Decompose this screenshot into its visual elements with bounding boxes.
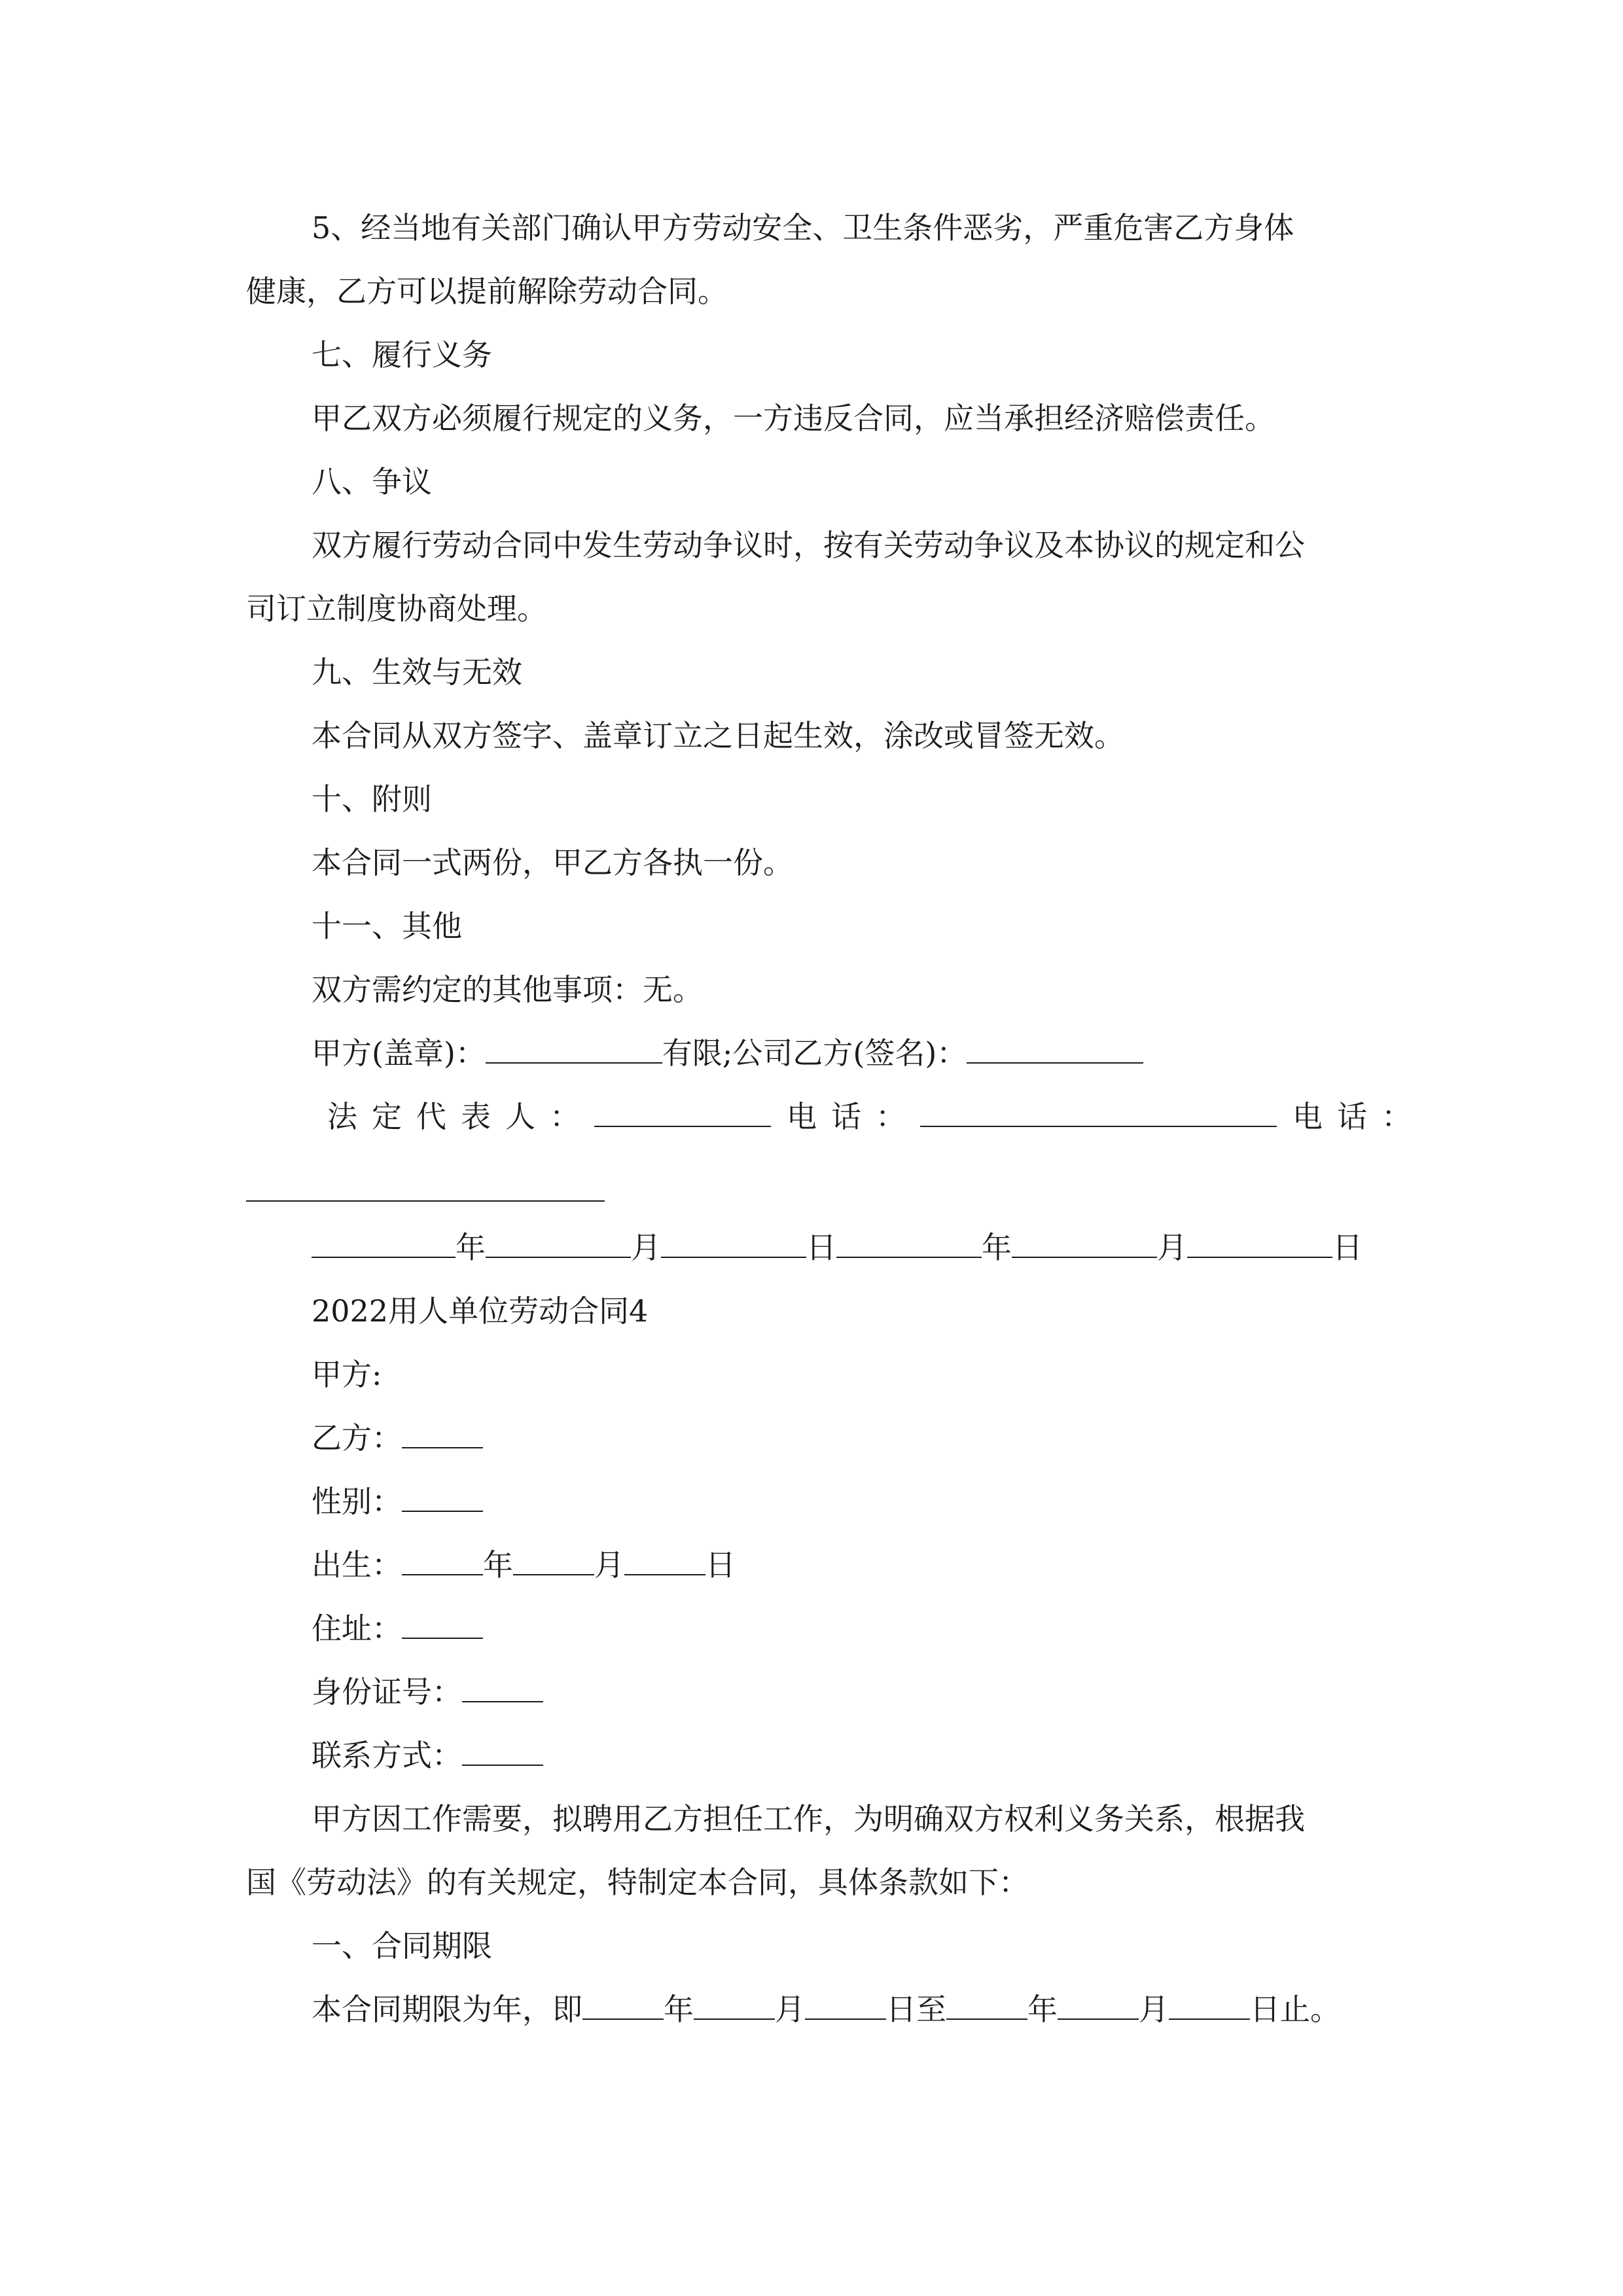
clause-11-text: 双方需约定的其他事项：无。	[312, 972, 703, 1007]
id-label: 身份证号：	[312, 1674, 462, 1710]
preamble: 甲方因工作需要，拟聘用乙方担任工作，为明确双方权利义务关系，根据我	[312, 1801, 1305, 1837]
id-blank[interactable]	[462, 1676, 543, 1702]
contact-field	[312, 1736, 543, 1775]
gender-blank[interactable]	[402, 1486, 483, 1512]
party-b-blank[interactable]	[402, 1422, 483, 1448]
party-b-blank[interactable]	[967, 1037, 1143, 1064]
address-field	[312, 1609, 483, 1648]
year-label: 年	[664, 1992, 694, 2027]
gender-label: 性别：	[312, 1484, 402, 1519]
clause-6-item-5: 5、经当地有关部门确认甲方劳动安全、卫生条件恶劣，严重危害乙方身体	[312, 210, 1294, 245]
address-blank[interactable]	[402, 1613, 483, 1639]
term-to: 日至	[886, 1992, 946, 2027]
heading-clause-9: 九、生效与无效	[312, 655, 522, 690]
signature-line	[312, 1033, 1143, 1073]
end-day-blank[interactable]	[1169, 1994, 1250, 2020]
birth-year-blank[interactable]	[402, 1549, 483, 1575]
date-line	[312, 1228, 1363, 1267]
heading-term: 一、合同期限	[312, 1928, 492, 1964]
year-label: 年	[982, 1230, 1012, 1265]
party-b-label: 乙方：	[312, 1420, 402, 1456]
contract-4-title: 2022用人单位劳动合同4	[312, 1293, 649, 1329]
term-prefix: 本合同期限为年，即	[312, 1992, 582, 2027]
heading-clause-8: 八、争议	[312, 464, 432, 499]
heading-clause-10: 十、附则	[312, 781, 432, 817]
party-a-seal-label: 甲方(盖章)：	[312, 1035, 486, 1071]
phone-label-b: 电话：	[1293, 1099, 1426, 1134]
date-b-year-blank[interactable]	[836, 1232, 982, 1258]
end-month-blank[interactable]	[1058, 1994, 1139, 2020]
month-label: 月	[594, 1547, 624, 1583]
clause-6-item-5-cont: 健康，乙方可以提前解除劳动合同。	[246, 274, 728, 309]
contact-label: 联系方式：	[312, 1738, 462, 1773]
contact-blank[interactable]	[462, 1740, 543, 1766]
clause-8-text: 双方履行劳动合同中发生劳动争议时，按有关劳动争议及本协议的规定和公	[312, 528, 1305, 563]
birth-month-blank[interactable]	[513, 1549, 594, 1575]
start-month-blank[interactable]	[694, 1994, 775, 2020]
id-field	[312, 1672, 543, 1712]
date-b-day-blank[interactable]	[1187, 1232, 1332, 1258]
legal-rep-blank[interactable]	[594, 1101, 771, 1127]
clause-9-text: 本合同从双方签字、盖章订立之日起生效，涂改或冒签无效。	[312, 718, 1124, 753]
phone-label-a: 电话：	[787, 1099, 920, 1134]
party-b-field	[312, 1418, 483, 1458]
birth-field	[312, 1545, 736, 1585]
date-a-year-blank[interactable]	[312, 1232, 455, 1258]
party-a-field: 甲方:	[312, 1357, 382, 1392]
day-label: 日	[1332, 1230, 1363, 1265]
end-year-blank[interactable]	[946, 1994, 1027, 2020]
date-a-month-blank[interactable]	[486, 1232, 631, 1258]
term-end: 日止。	[1250, 1992, 1340, 2027]
phone-blank-a[interactable]	[920, 1101, 1277, 1127]
heading-clause-7: 七、履行义务	[312, 337, 492, 372]
address-label: 住址：	[312, 1611, 402, 1646]
day-label: 日	[705, 1547, 736, 1583]
year-label: 年	[1027, 1992, 1058, 2027]
month-label: 月	[1157, 1230, 1187, 1265]
preamble-cont: 国《劳动法》的有关规定，特制定本合同，具体条款如下：	[246, 1865, 1029, 1900]
legal-rep-line	[327, 1097, 1426, 1136]
legal-rep-label: 法定代表人：	[327, 1099, 594, 1134]
date-b-month-blank[interactable]	[1012, 1232, 1157, 1258]
gender-field	[312, 1482, 483, 1521]
heading-clause-11: 十一、其他	[312, 908, 462, 944]
term-line	[312, 1990, 1340, 2029]
start-day-blank[interactable]	[805, 1994, 886, 2020]
month-label: 月	[1139, 1992, 1169, 2027]
birth-day-blank[interactable]	[624, 1549, 705, 1575]
party-b-sign-label: 有限;公司乙方(签名)：	[662, 1035, 967, 1071]
date-a-day-blank[interactable]	[661, 1232, 806, 1258]
birth-label: 出生：	[312, 1547, 402, 1583]
month-label: 月	[775, 1992, 805, 2027]
clause-8-text-cont: 司订立制度协商处理。	[246, 591, 547, 626]
clause-10-text: 本合同一式两份，甲乙方各执一份。	[312, 845, 793, 880]
month-label: 月	[631, 1230, 661, 1265]
day-label: 日	[806, 1230, 836, 1265]
clause-7-text: 甲乙双方必须履行规定的义务，一方违反合同，应当承担经济赔偿责任。	[312, 401, 1275, 436]
year-label: 年	[455, 1230, 486, 1265]
phone-blank-b[interactable]	[246, 1200, 605, 1202]
year-label: 年	[483, 1547, 513, 1583]
party-a-blank[interactable]	[486, 1037, 662, 1064]
start-year-blank[interactable]	[582, 1994, 664, 2020]
